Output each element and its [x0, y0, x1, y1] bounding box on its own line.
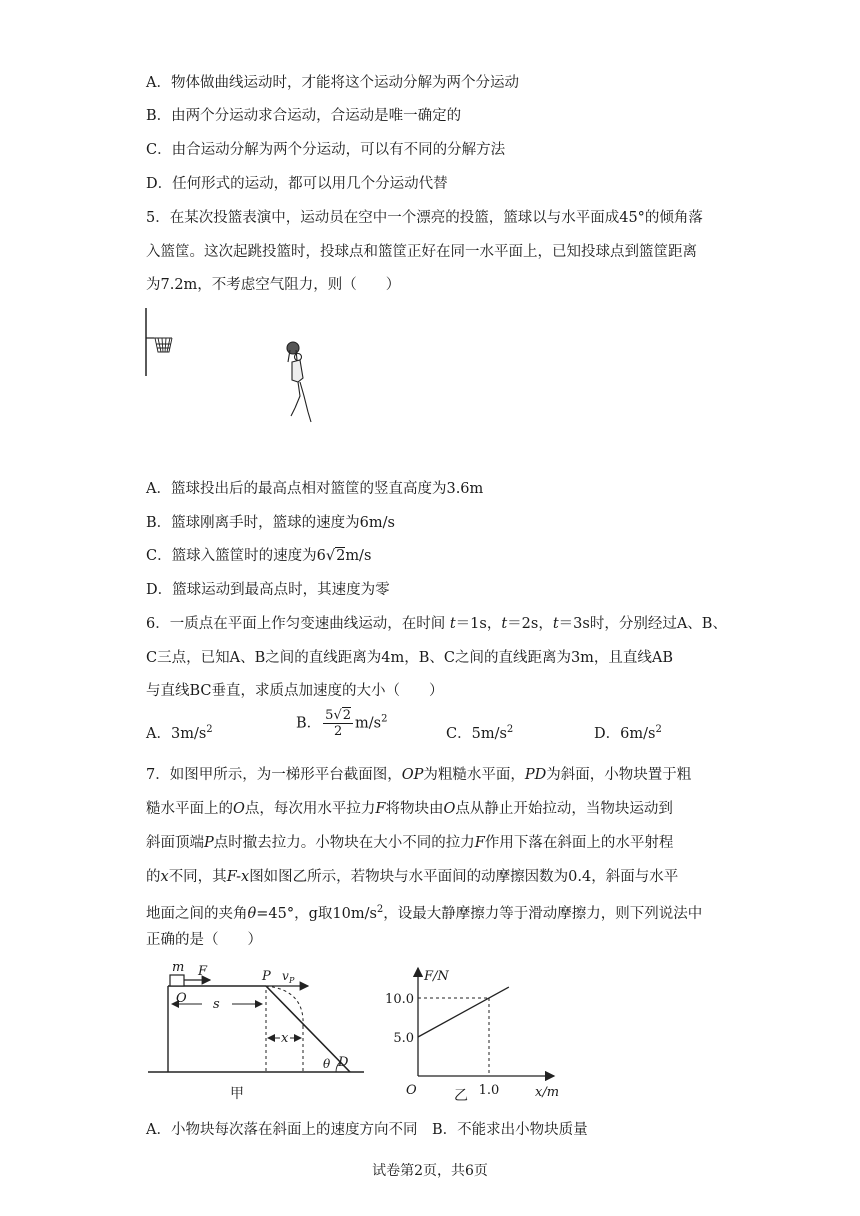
figure-jia [140, 960, 370, 1108]
text: 斜面顶端 [146, 835, 204, 851]
basketball-figure [140, 300, 340, 440]
fraction-denominator: 2 [333, 724, 343, 739]
text: =45°，g取10m/s [256, 905, 377, 922]
q5-option-c [146, 546, 371, 566]
var-fx: F-x [226, 869, 250, 885]
q4-option-a: A．物体做曲线运动时，才能将这个运动分解为两个分运动 [146, 75, 519, 91]
superscript: 2 [506, 724, 514, 735]
text: 不同，其 [168, 869, 227, 885]
superscript: 2 [655, 724, 662, 735]
y-axis-label: F/N [424, 969, 449, 984]
text: B． [296, 715, 322, 732]
caption-jia: 甲 [230, 1086, 244, 1102]
q5-option-c-prefix: C．篮球入篮筐时的速度为6 [146, 548, 326, 564]
var-p: P [204, 835, 214, 851]
text: A．3m/s [146, 725, 207, 742]
text: 图如图乙所示，若物块与水平面间的动摩擦因数为0.4，斜面与水平 [249, 869, 679, 885]
label-vp: v [282, 969, 289, 983]
var-f: F [474, 835, 485, 851]
text: 作用下落在斜面上的水平射程 [484, 835, 674, 851]
q5-option-a: A．篮球投出后的最高点相对篮筐的竖直高度为3.6m [146, 481, 484, 497]
x-tick-label-1: 1.0 [478, 1083, 500, 1098]
player-figure [287, 342, 311, 422]
fraction-numerator: 5√2 [325, 708, 352, 723]
text: ，设最大静摩擦力等于滑动摩擦力，则下列说法中 [383, 905, 703, 922]
y-tick-label-10: 10.0 [385, 992, 414, 1007]
label-m: m [172, 960, 185, 975]
label-f: F [198, 964, 208, 979]
q7-stem-line3 [146, 833, 673, 853]
q7-options-row [146, 1120, 588, 1140]
figure-yi-chart [380, 958, 570, 1108]
text: C．5m/s [446, 725, 507, 742]
text: 点从静止开始拉动，当物块运动到 [455, 801, 673, 817]
sqrt-symbol: √ [325, 548, 336, 564]
var-t: t [449, 616, 456, 632]
q5-stem-line3: 为7.2m，不考虑空气阻力，则（ ） [146, 277, 401, 293]
text: 7．如图甲所示，为一梯形平台截面图， [146, 767, 402, 783]
var-f: F [375, 801, 386, 817]
text: 2 [342, 708, 352, 723]
q7-option-b: B．不能求出小物块质量 [431, 1122, 588, 1138]
q7-stem-line5 [146, 900, 702, 924]
basket-net [154, 338, 172, 352]
text: ＝2s， [507, 616, 553, 632]
q6-option-d [594, 720, 662, 744]
q5-stem-line1: 5．在某次投篮表演中，运动员在空中一个漂亮的投篮，篮球以与水平面成45°的倾角落 [146, 210, 703, 226]
data-series-line [418, 987, 509, 1037]
text: ＝3s时，分别经过A、B、 [558, 616, 727, 632]
label-theta: θ [323, 1057, 331, 1071]
fraction [323, 708, 353, 739]
label-o: O [176, 991, 187, 1006]
text: 将物块由 [385, 801, 444, 817]
y-tick-label-5: 5.0 [393, 1031, 414, 1046]
q7-stem-line4 [146, 867, 678, 887]
q7-stem-line1 [146, 765, 691, 785]
q4-option-b: B．由两个分运动求合运动，合运动是唯一确定的 [146, 108, 462, 124]
origin-label: O [406, 1083, 417, 1098]
q5-option-b: B．篮球刚离手时，篮球的速度为6m/s [146, 515, 395, 531]
block-m [170, 975, 184, 986]
q5-option-d: D．篮球运动到最高点时，其速度为零 [146, 582, 390, 598]
superscript: 2 [381, 713, 388, 725]
label-vp-sub: P [289, 976, 295, 985]
q5-option-c-unit: m/s [345, 548, 372, 564]
q6-option-c [446, 720, 513, 744]
var-o: O [443, 801, 456, 817]
q7-stem-line6: 正确的是（ ） [146, 932, 262, 948]
caption-yi: 乙 [454, 1088, 468, 1104]
text: 糙水平面上的 [146, 801, 233, 817]
label-x: x [281, 1031, 289, 1046]
var-op: OP [401, 767, 424, 783]
q4-option-d: D．任何形式的运动，都可以用几个分运动代替 [146, 176, 448, 192]
q7-option-a: A．小物块每次落在斜面上的速度方向不同 [146, 1122, 418, 1138]
text: 的 [146, 869, 161, 885]
q5-stem-line2: 入篮筐。这次起跳投篮时，投球点和篮筐正好在同一水平面上，已知投球点到篮筐距离 [146, 244, 697, 260]
q6-stem-line1 [146, 614, 727, 634]
superscript: 2 [376, 904, 384, 915]
page-footer: 试卷第2页，共6页 [372, 1163, 488, 1179]
var-theta: θ [247, 905, 257, 922]
superscript: 2 [206, 724, 213, 735]
text: 为粗糙水平面， [423, 767, 525, 783]
text: 点时撤去拉力。小物块在大小不同的拉力 [213, 835, 475, 851]
spacer [417, 1122, 432, 1138]
var-x: x [160, 869, 169, 885]
var-pd: PD [524, 767, 547, 783]
text: D．6m/s [594, 725, 656, 742]
q4-option-c: C．由合运动分解为两个分运动，可以有不同的分解方法 [146, 142, 506, 158]
text: 为斜面，小物块置于粗 [546, 767, 692, 783]
text: 点，每次用水平拉力 [244, 801, 376, 817]
var-o: O [233, 801, 245, 817]
text: ＝1s， [455, 616, 502, 632]
text: 5 [325, 708, 334, 723]
q6-option-b [296, 708, 387, 739]
var-t: t [552, 616, 559, 632]
text: 6．一质点在平面上作匀变速曲线运动，在时间 [146, 616, 450, 632]
q7-stem-line2 [146, 799, 673, 819]
q6-option-a [146, 720, 213, 744]
q6-stem-line3: 与直线BC垂直，求质点加速度的大小（ ） [146, 683, 444, 699]
var-t: t [501, 616, 508, 632]
label-s: s [213, 997, 220, 1012]
x-axis-label: x/m [535, 1085, 560, 1100]
q6-stem-line2: C三点，已知A、B之间的直线距离为4m，B、C之间的直线距离为3m，且直线AB [146, 650, 674, 666]
label-p: P [262, 969, 271, 984]
label-d: D [338, 1055, 349, 1070]
text: m/s [355, 715, 382, 732]
q5-option-c-radical: 2 [336, 548, 346, 564]
text: 地面之间的夹角 [146, 905, 248, 922]
